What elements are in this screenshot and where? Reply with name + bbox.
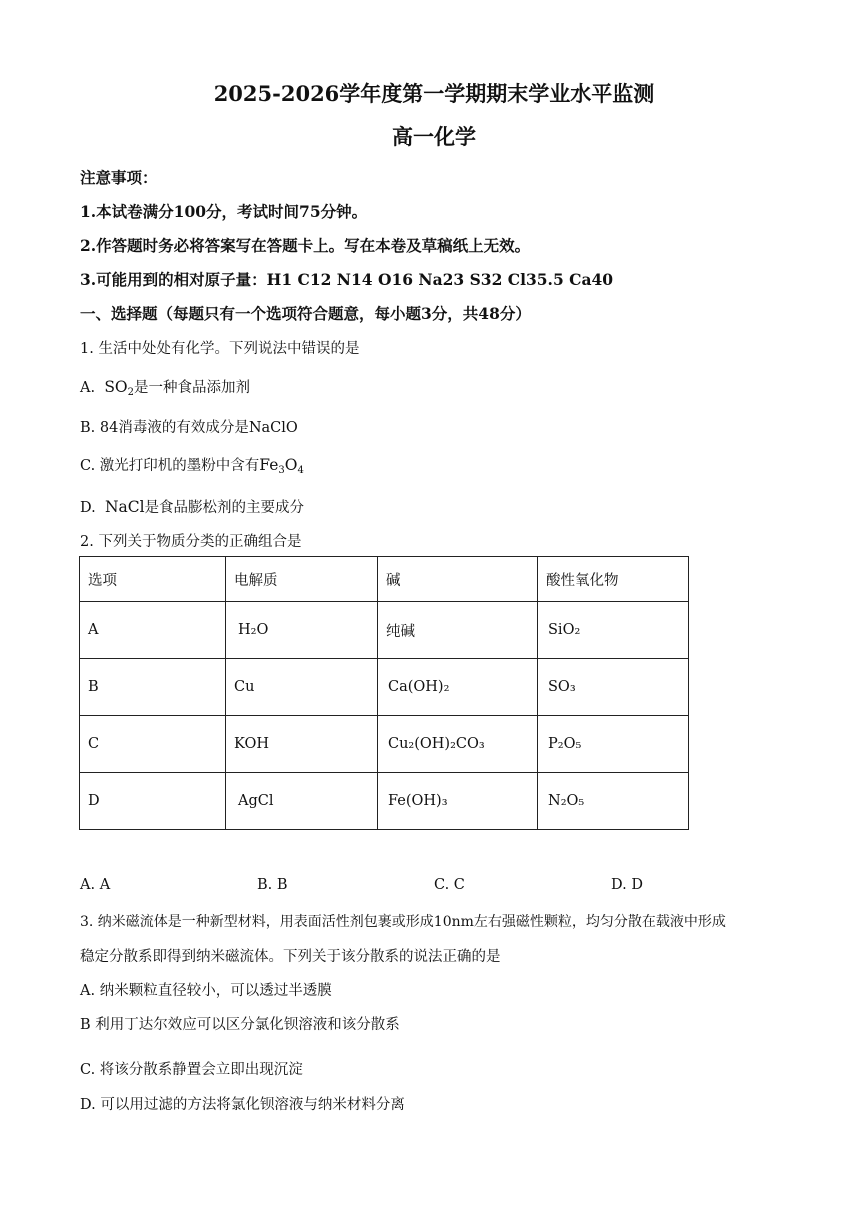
classification-table <box>79 556 689 830</box>
q3-option-b: B 利用丁达尔效应可以区分氯化钡溶液和该分散系 <box>80 1017 400 1033</box>
table-header: 碱 <box>378 557 538 602</box>
q1-option-b: B. 84消毒液的有效成分是NaClO <box>80 420 298 436</box>
q1-option-d: D. NaCl是食品膨松剂的主要成分 <box>80 498 305 516</box>
table-header-row <box>80 557 689 602</box>
q3-option-d: D. 可以用过滤的方法将氯化钡溶液与纳米材料分离 <box>80 1097 405 1113</box>
table-cell-base: Fe(OH)₃ <box>378 773 538 830</box>
table-cell-base: 纯碱 <box>378 602 538 659</box>
table-header: 酸性氧化物 <box>538 557 689 602</box>
page-subtitle: 高一化学 <box>392 124 476 149</box>
q2-option-a: A. A <box>80 877 111 893</box>
q1-stem: 1. 生活中处处有化学。下列说法中错误的是 <box>80 341 360 357</box>
notice-item-1: 1.本试卷满分100分，考试时间75分钟。 <box>80 202 368 221</box>
table-cell-label: D <box>80 773 226 830</box>
q1-option-c: C. 激光打印机的墨粉中含有$Fe_3O_4$ <box>80 456 304 476</box>
notice-heading: 注意事项： <box>80 168 158 187</box>
table-cell-oxide: SiO₂ <box>538 602 689 659</box>
q3-option-a: A. 纳米颗粒直径较小，可以透过半透膜 <box>80 983 332 999</box>
table-row <box>80 773 689 830</box>
notice-item-2: 2.作答题时务必将答案写在答题卡上。写在本卷及草稿纸上无效。 <box>80 236 531 255</box>
table-cell-base: Ca(OH)₂ <box>378 659 538 716</box>
q3-stem-line1: 3. 纳米磁流体是一种新型材料，用表面活性剂包裹或形成10nm左右强磁性颗粒，均匀分散在载液中形成 <box>80 914 726 930</box>
table-row <box>80 716 689 773</box>
q1-option-a: A. $SO_2$是一种食品添加剂 <box>80 378 251 398</box>
table-cell-label: B <box>80 659 226 716</box>
section-heading: 一、选择题（每题只有一个选项符合题意，每小题3分，共48分） <box>80 304 531 323</box>
q2-option-b: B. B <box>257 877 288 893</box>
q3-stem-line2: 稳定分散系即得到纳米磁流体。下列关于该分散系的说法正确的是 <box>80 949 501 965</box>
table-cell-label: A <box>80 602 226 659</box>
table-row <box>80 602 689 659</box>
q2-stem: 2. 下列关于物质分类的正确组合是 <box>80 534 302 550</box>
table-cell-electrolyte: AgCl <box>226 773 378 830</box>
table-header: 电解质 <box>226 557 378 602</box>
table-cell-label: C <box>80 716 226 773</box>
table-cell-base: Cu₂(OH)₂CO₃ <box>378 716 538 773</box>
table-cell-oxide: SO₃ <box>538 659 689 716</box>
table-cell-oxide: N₂O₅ <box>538 773 689 830</box>
q2-option-d: D. D <box>611 877 643 893</box>
table-cell-electrolyte: KOH <box>226 716 378 773</box>
q2-option-c: C. C <box>434 877 465 893</box>
table-header: 选项 <box>80 557 226 602</box>
table-cell-oxide: P₂O₅ <box>538 716 689 773</box>
page-title: 2025-2026学年度第一学期期末学业水平监测 <box>213 81 655 106</box>
table-row <box>80 659 689 716</box>
table-cell-electrolyte: H₂O <box>226 602 378 659</box>
q3-option-c: C. 将该分散系静置会立即出现沉淀 <box>80 1062 303 1078</box>
table-cell-electrolyte: Cu <box>226 659 378 716</box>
notice-item-3: 3.可能用到的相对原子量：H1 C12 N14 O16 Na23 S32 Cl35.5 Ca40 <box>80 270 614 289</box>
